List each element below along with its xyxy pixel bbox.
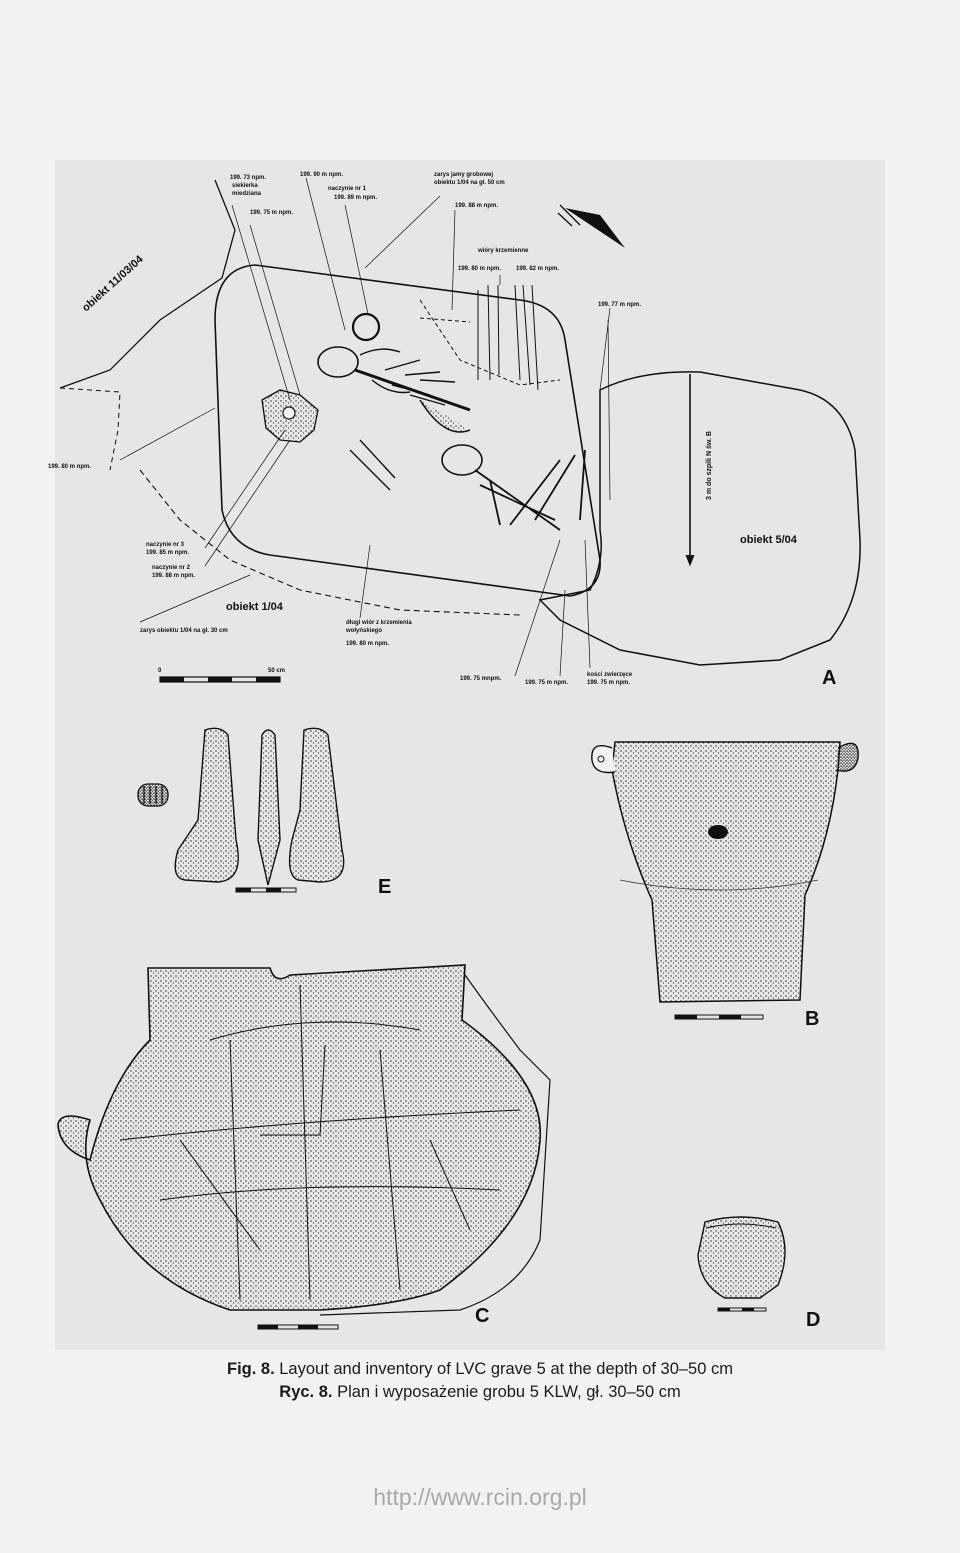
caption-english-text: Layout and inventory of LVC grave 5 at the depth of 30–50 cm — [279, 1360, 733, 1378]
label-flint-blades: wióry krzemienne — [478, 248, 529, 254]
panel-label-e: E — [378, 876, 392, 898]
label-animal-bones: kości zwierzęce — [587, 672, 633, 678]
label-elev-13: 199. 75 mnpm. — [460, 676, 502, 682]
label-object-1: obiekt 1/04 — [226, 601, 283, 613]
label-elev-10: 199. 85 m npm. — [146, 550, 190, 556]
caption-english — [0, 1360, 960, 1379]
footer-url[interactable]: http://www.rcin.org.pl — [373, 1484, 587, 1510]
label-object-5: obiekt 5/04 — [740, 534, 797, 546]
label-long-blade-2: wołyńskiego — [346, 628, 383, 634]
label-north: 3 m do szpili N św. B — [706, 431, 713, 500]
label-elev-4: 199. 75 m npm. — [250, 210, 294, 216]
panel-label-b: B — [805, 1008, 820, 1030]
panel-label-a: A — [822, 667, 837, 689]
label-pit-outline-1: zarys jamy grobowej — [434, 172, 494, 178]
label-elev-8: 199. 77 m npm. — [598, 302, 642, 308]
label-copper: miedziana — [232, 191, 262, 197]
label-vessel-2: naczynie nr 2 — [152, 565, 191, 571]
label-pit-outline-2: obiektu 1/04 na gł. 50 cm — [434, 180, 505, 186]
caption-polish-prefix: Ryc. 8. — [279, 1383, 333, 1401]
label-elev-9: 199. 80 m npm. — [48, 464, 92, 470]
caption-english-prefix: Fig. 8. — [226, 1360, 275, 1378]
label-object-11: obiekt 11/03/04 — [79, 253, 146, 315]
label-elev-5: 199. 88 m npm. — [455, 203, 499, 209]
label-elev-15: 199. 75 m npm. — [587, 680, 631, 686]
label-scale-0: 0 — [158, 668, 162, 674]
label-long-blade-1: długi wiór z krzemienia — [346, 620, 412, 626]
caption-polish-text: Plan i wyposażenie grobu 5 KLW, gł. 30–50 cm — [337, 1383, 681, 1401]
panel-label-d: D — [806, 1309, 821, 1331]
panel-label-c: C — [475, 1305, 490, 1327]
label-scale-50: 50 cm — [268, 668, 286, 674]
label-sickle: siekierka — [232, 183, 258, 189]
label-vessel-1: naczynie nr 1 — [328, 186, 367, 192]
label-elev-1: 199. 73 npm. — [230, 175, 267, 181]
label-elev-11: 199. 88 m npm. — [152, 573, 196, 579]
label-vessel-3: naczynie nr 3 — [146, 542, 185, 548]
caption-polish — [0, 1383, 960, 1402]
label-elev-14: 199. 75 m npm. — [525, 680, 569, 686]
label-elev-6: 199. 80 m npm. — [458, 266, 502, 272]
label-elev-12: 199. 80 m npm. — [346, 641, 390, 647]
label-elev-7: 199. 82 m npm. — [516, 266, 560, 272]
label-elev-3: 199. 89 m npm. — [334, 195, 378, 201]
label-elev-2: 199. 90 m npm. — [300, 172, 344, 178]
label-outline-30: zarys obiektu 1/04 na gł. 30 cm — [140, 628, 228, 634]
